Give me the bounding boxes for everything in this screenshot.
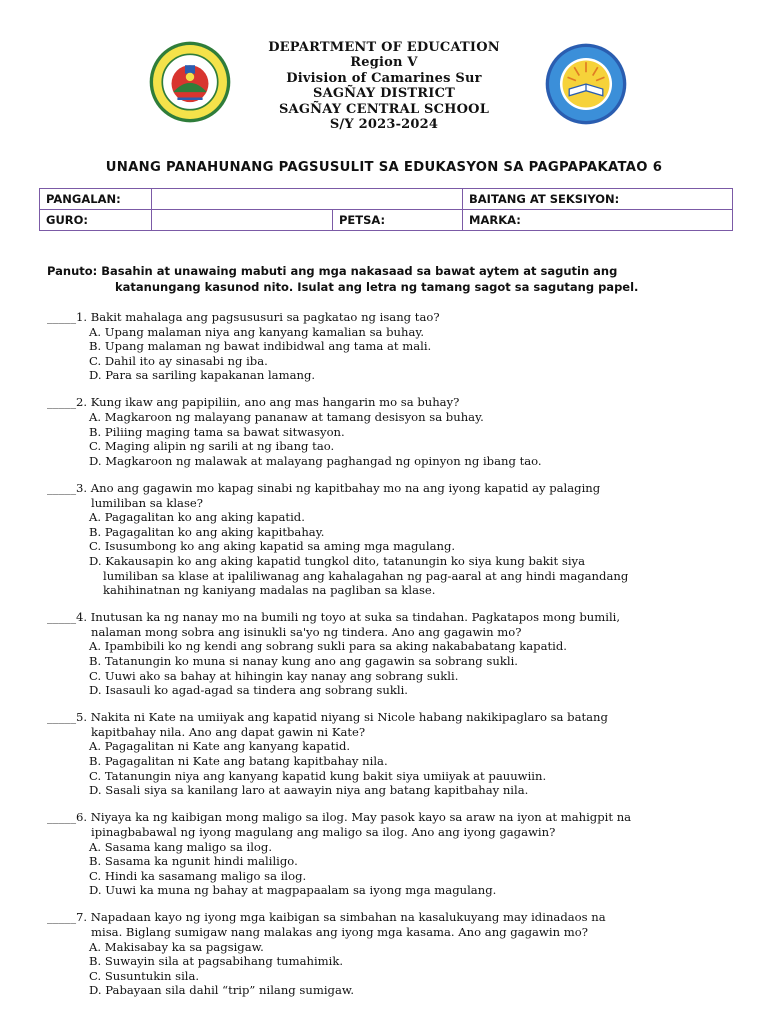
choice-text: C. Uuwi ako sa bahay at hihingin kay nanay ang sobrang sukli.	[89, 668, 459, 683]
guro-label: GURO:	[40, 210, 152, 231]
answer-choice	[47, 510, 737, 525]
choice-text: A. Pagagalitan ni Kate ang kanyang kapatid.	[89, 739, 351, 754]
choice-text: A. Ipambibili ko ng kendi ang sobrang sukli para sa aking nakababatang kapatid.	[89, 639, 567, 654]
choice-text: B. Piliing maging tama sa bawat sitwasyon.	[89, 424, 345, 439]
answer-choice	[47, 940, 737, 955]
choice-text: D. Para sa sariling kapakanan lamang.	[89, 368, 316, 383]
pangalan-field[interactable]	[152, 189, 463, 210]
answer-choice	[47, 754, 737, 769]
exam-title: UNANG PANAHUNANG PAGSUSULIT SA EDUKASYON SA PAGPAPAKATAO 6	[105, 160, 663, 175]
question-item	[47, 310, 737, 383]
question-item	[47, 910, 737, 998]
answer-choice	[47, 539, 737, 554]
header-line: Division of Camarines Sur	[286, 70, 482, 86]
answer-choice	[47, 639, 737, 654]
answer-choice	[47, 654, 737, 669]
question-stem	[47, 910, 737, 939]
answer-choice	[47, 854, 737, 869]
choice-text: D. Sasali siya sa kanilang laro at aawayin niya ang batang kapitbahay nila.	[89, 783, 529, 798]
question-stem	[47, 481, 737, 510]
choice-text: B. Upang malaman ng bawat indibidwal ang tama at mali.	[89, 339, 432, 354]
answer-choice	[47, 954, 737, 969]
answer-choice	[47, 769, 737, 784]
petsa-label[interactable]: PETSA:	[333, 210, 463, 231]
question-text: _____3. Ano ang gagawin mo kapag sinabi ng kapitbahay mo na ang iyong kapatid ay palaging	[47, 480, 601, 495]
answer-choice	[47, 739, 737, 754]
choice-text: C. Maging alipin ng sarili at ng ibang tao.	[89, 439, 335, 454]
choice-text: D. Isasauli ko agad-agad sa tindera ang sobrang sukli.	[89, 683, 408, 698]
answer-choice	[47, 454, 737, 469]
answer-choice	[47, 554, 737, 598]
answer-choice	[47, 325, 737, 340]
document-header	[0, 40, 768, 132]
choice-text: A. Magkaroon ng malayang pananaw at tamang desisyon sa buhay.	[89, 410, 484, 425]
instructions-line: katanungang kasunod nito. Isulat ang letra ng tamang sagot sa sagutang papel.	[115, 280, 639, 294]
question-text: _____7. Napadaan kayo ng iyong mga kaibigan sa simbahan na kasalukuyang may idinadaos na	[47, 910, 606, 925]
question-stem	[47, 810, 737, 839]
answer-choice	[47, 869, 737, 884]
question-text: misa. Biglang sumigaw nang malakas ang iyong mga kasama. Ano ang gagawin mo?	[91, 924, 588, 939]
question-text: nalaman mong sobra ang isinukli sa'yo ng tindera. Ano ang gagawin mo?	[91, 624, 522, 639]
question-item	[47, 395, 737, 468]
choice-text: C. Hindi ka sasamang maligo sa ilog.	[89, 868, 307, 883]
choice-text: D. Kakausapin ko ang aking kapatid tungkol dito, tatanungin ko siya kung bakit siya	[89, 553, 585, 568]
header-line: DEPARTMENT OF EDUCATION	[268, 40, 500, 55]
question-stem	[47, 310, 737, 325]
header-line: SAGÑAY CENTRAL SCHOOL	[278, 101, 490, 117]
question-text: lumiliban sa klase?	[91, 495, 203, 510]
question-text: _____1. Bakit mahalaga ang pagsususuri sa pagkatao ng isang tao?	[47, 310, 440, 324]
answer-choice	[47, 683, 737, 698]
answer-choice	[47, 339, 737, 354]
answer-choice	[47, 354, 737, 369]
choice-text: A. Sasama kang maligo sa ilog.	[89, 839, 273, 854]
answer-choice	[47, 969, 737, 984]
question-stem	[47, 610, 737, 639]
answer-choice	[47, 410, 737, 425]
student-info-table	[39, 188, 733, 231]
choice-text: B. Pagagalitan ni Kate ang batang kapitbahay nila.	[89, 754, 388, 769]
instructions	[47, 263, 727, 295]
question-list	[47, 310, 737, 1010]
choice-text: B. Tatanungin ko muna si nanay kung ano ang gagawin sa sobrang sukli.	[89, 653, 518, 668]
marka-label[interactable]: MARKA:	[463, 210, 733, 231]
question-text: _____4. Inutusan ka ng nanay mo na bumili ng toyo at suka sa tindahan. Pagkatapos mong bumili,	[47, 610, 621, 625]
answer-choice	[47, 439, 737, 454]
answer-choice	[47, 783, 737, 798]
question-text: _____2. Kung ikaw ang papipiliin, ano ang mas hangarin mo sa buhay?	[47, 395, 460, 410]
header-line: Region V	[350, 55, 418, 71]
header-line: S/Y 2023-2024	[329, 117, 439, 133]
choice-text: lumiliban sa klase at ipaliliwanag ang kahalagahan ng pag-aaral at ang hindi magandang	[103, 568, 629, 583]
answer-choice	[47, 525, 737, 540]
header-line: SAGÑAY DISTRICT	[312, 86, 456, 102]
choice-text: C. Dahil ito ay sinasabi ng iba.	[89, 353, 268, 368]
answer-choice	[47, 368, 737, 383]
question-item	[47, 710, 737, 798]
question-text: kapitbahay nila. Ano ang dapat gawin ni Kate?	[91, 724, 366, 739]
answer-choice	[47, 669, 737, 684]
answer-choice	[47, 840, 737, 855]
choice-text: C. Tatanungin niya ang kanyang kapatid kung bakit siya umiiyak at pauuwiin.	[89, 768, 547, 783]
choice-text: B. Sasama ka ngunit hindi maliligo.	[89, 854, 298, 869]
choice-text: C. Isusumbong ko ang aking kapatid sa aming mga magulang.	[89, 539, 456, 554]
question-text: ipinagbabawal ng iyong magulang ang maligo sa ilog. Ano ang iyong gagawin?	[91, 824, 556, 839]
question-item	[47, 810, 737, 898]
choice-text: B. Suwayin sila at pagsabihang tumahimik.	[89, 954, 344, 969]
question-text: _____5. Nakita ni Kate na umiiyak ang kapatid niyang si Nicole habang nakikipaglaro sa batang	[47, 710, 608, 725]
answer-choice	[47, 425, 737, 440]
answer-choice	[47, 883, 737, 898]
question-stem	[47, 710, 737, 739]
choice-text: A. Makisabay ka sa pagsigaw.	[89, 939, 264, 954]
baitang-label[interactable]: BAITANG AT SEKSIYON:	[463, 189, 733, 210]
choice-text: D. Uuwi ka muna ng bahay at magpapaalam sa iyong mga magulang.	[89, 883, 497, 898]
question-item	[47, 610, 737, 698]
question-stem	[47, 395, 737, 410]
choice-text: kahihinatnan ng kaniyang madalas na pagliban sa klase.	[103, 583, 436, 598]
guro-field[interactable]	[152, 210, 333, 231]
answer-choice	[47, 983, 737, 998]
question-text: _____6. Niyaya ka ng kaibigan mong maligo sa ilog. May pasok kayo sa araw na iyon at mahigpit na	[47, 810, 632, 825]
question-item	[47, 481, 737, 598]
instructions-line: Panuto: Basahin at unawaing mabuti ang mga nakasaad sa bawat aytem at sagutin ang	[47, 264, 618, 278]
choice-text: B. Pagagalitan ko ang aking kapitbahay.	[89, 524, 325, 539]
choice-text: D. Pabayaan sila dahil “trip” nilang sumigaw.	[89, 983, 355, 998]
choice-text: D. Magkaroon ng malawak at malayang paghangad ng opinyon ng ibang tao.	[89, 453, 542, 468]
pangalan-label: PANGALAN:	[40, 189, 152, 210]
choice-text: A. Pagagalitan ko ang aking kapatid.	[89, 510, 305, 525]
choice-text: A. Upang malaman niya ang kanyang kamalian sa buhay.	[89, 324, 425, 339]
choice-text: C. Susuntukin sila.	[89, 968, 200, 983]
